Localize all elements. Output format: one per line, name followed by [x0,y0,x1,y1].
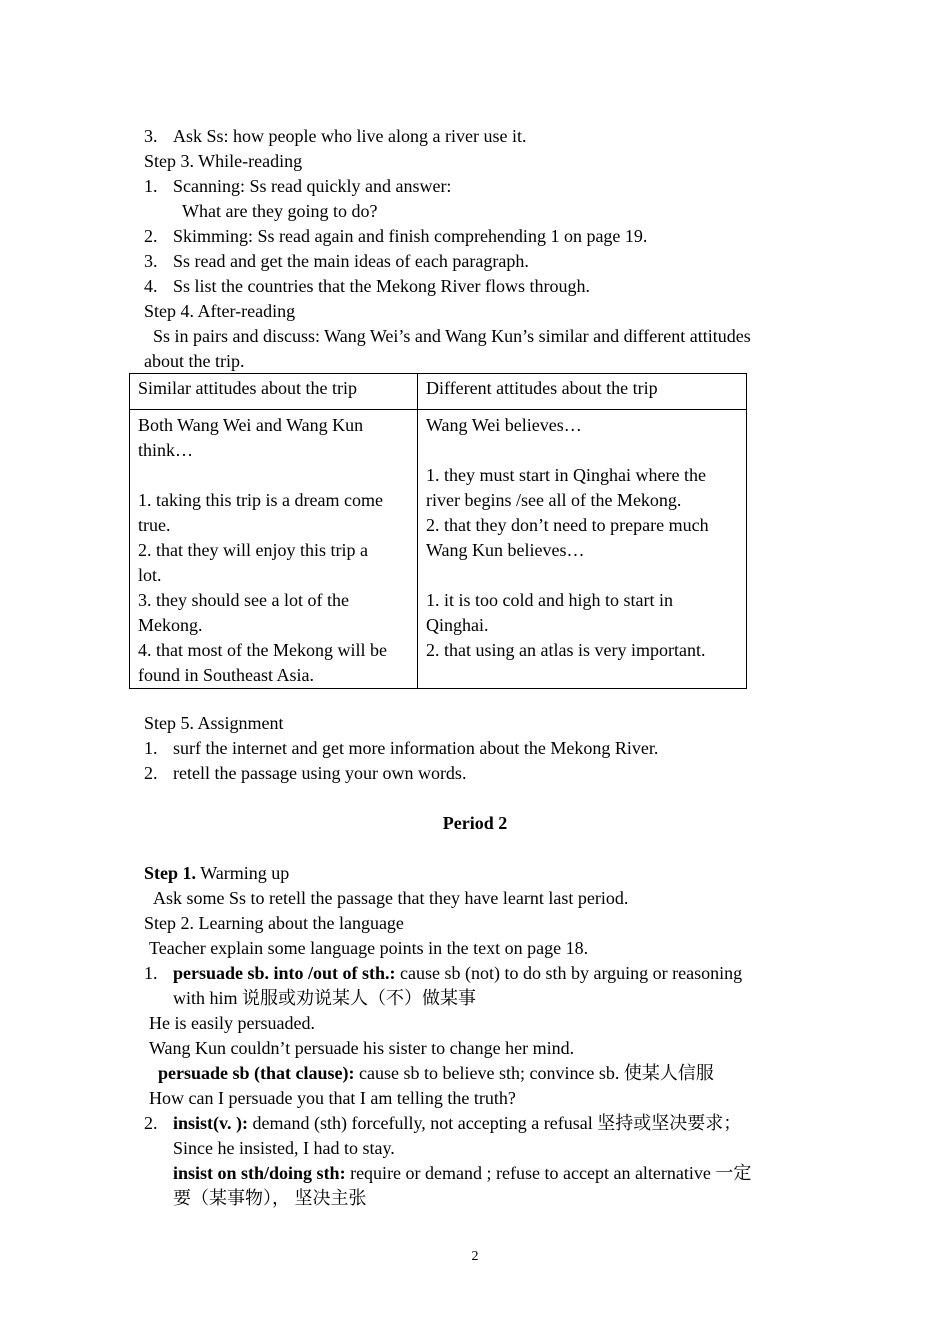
cell-line: 1. taking this trip is a dream come [138,490,383,510]
table-cell-similar [130,410,418,689]
vocab-def-text: cause sb to believe sth; convince sb. 使某人信服 [354,1063,714,1083]
cell-blank-line [426,438,738,463]
table-row [130,410,747,689]
step5-heading: Step 5. Assignment [144,713,284,733]
cell-line: 2. that they will enjoy this trip a [138,540,368,560]
step2-heading: Step 2. Learning about the language [144,913,404,933]
cell-line: Both Wang Wei and Wang Kun [138,415,364,435]
vocab-def-cont: with him 说服或劝说某人（不）做某事 [173,988,477,1008]
list-number: 2. [144,1113,158,1133]
step2-text: Teacher explain some language points in the text on page 18. [149,938,589,958]
list-text: Ss list the countries that the Mekong River flows through. [173,276,590,296]
step4-intro: Ss in pairs and discuss: Wang Wei’s and Wang Kun’s similar and different attitudes [153,326,751,346]
vocab-definition [173,1161,751,1186]
list-number: 4. [144,276,158,296]
vocab-def-text: require or demand ; refuse to accept an alternative 一定 [345,1163,752,1183]
list-text: surf the internet and get more information about the Mekong River. [173,738,659,758]
step1-title: Warming up [196,863,290,883]
step3-heading: Step 3. While-reading [144,151,303,171]
step1-heading [144,861,289,886]
cell-line: found in Southeast Asia. [138,665,314,685]
vocab-definition [173,961,742,986]
list-text: Ask Ss: how people who live along a river use it. [173,126,527,146]
step4-heading: Step 4. After-reading [144,301,296,321]
list-text: Skimming: Ss read again and finish comprehending 1 on page 19. [173,226,648,246]
vocab-term: insist on sth/doing sth: [173,1163,346,1183]
example-sentence: Wang Kun couldn’t persuade his sister to change her mind. [149,1038,575,1058]
vocab-def-text: cause sb (not) to do sth by arguing or reasoning [395,963,743,983]
cell-blank-line [426,563,738,588]
example-sentence: He is easily persuaded. [149,1013,315,1033]
table-cell-different [418,410,747,689]
attitudes-table [129,373,747,689]
list-text: Ss read and get the main ideas of each paragraph. [173,251,529,271]
cell-line: true. [138,515,171,535]
list-subtext: What are they going to do? [182,201,378,221]
table-header-row [130,374,747,410]
list-text: retell the passage using your own words. [173,763,467,783]
period-title: Period 2 [442,813,508,833]
cell-blank-line [138,463,409,488]
page-number: 2 [471,1249,479,1264]
list-number: 2. [144,226,158,246]
cell-line: 2. that they don’t need to prepare much [426,515,709,535]
list-number: 1. [144,176,158,196]
cell-line: 3. they should see a lot of the [138,590,349,610]
step1-label: Step 1. [144,863,197,883]
vocab-def-cont: 要（某事物）， 坚决主张 [173,1188,367,1208]
vocab-term: persuade sb (that clause): [158,1063,355,1083]
cell-line: river begins /see all of the Mekong. [426,490,682,510]
list-number: 3. [144,126,158,146]
list-number: 1. [144,963,158,983]
cell-line: 1. it is too cold and high to start in [426,590,673,610]
table-header-cell: Different attitudes about the trip [418,374,747,410]
table-header-cell: Similar attitudes about the trip [130,374,418,410]
cell-line: Wang Wei believes… [426,415,582,435]
cell-line: Mekong. [138,615,203,635]
cell-line: 1. they must start in Qinghai where the [426,465,706,485]
cell-line: 4. that most of the Mekong will be [138,640,387,660]
step1-text: Ask some Ss to retell the passage that they have learnt last period. [153,888,629,908]
cell-line: 2. that using an atlas is very important. [426,640,706,660]
cell-line: Wang Kun believes… [426,540,585,560]
vocab-definition [158,1061,714,1086]
cell-line: think… [138,440,194,460]
step4-intro-cont: about the trip. [144,351,245,371]
list-number: 2. [144,763,158,783]
cell-line: Qinghai. [426,615,489,635]
list-number: 1. [144,738,158,758]
example-sentence: Since he insisted, I had to stay. [173,1138,395,1158]
example-sentence: How can I persuade you that I am telling the truth? [149,1088,516,1108]
list-text: Scanning: Ss read quickly and answer: [173,176,452,196]
vocab-definition [173,1111,741,1136]
list-number: 3. [144,251,158,271]
vocab-term: persuade sb. into /out of sth.: [173,963,396,983]
vocab-term: insist(v. ): [173,1113,249,1133]
vocab-def-text: demand (sth) forcefully, not accepting a refusal 坚持或坚决要求； [248,1113,742,1133]
cell-line: lot. [138,565,162,585]
